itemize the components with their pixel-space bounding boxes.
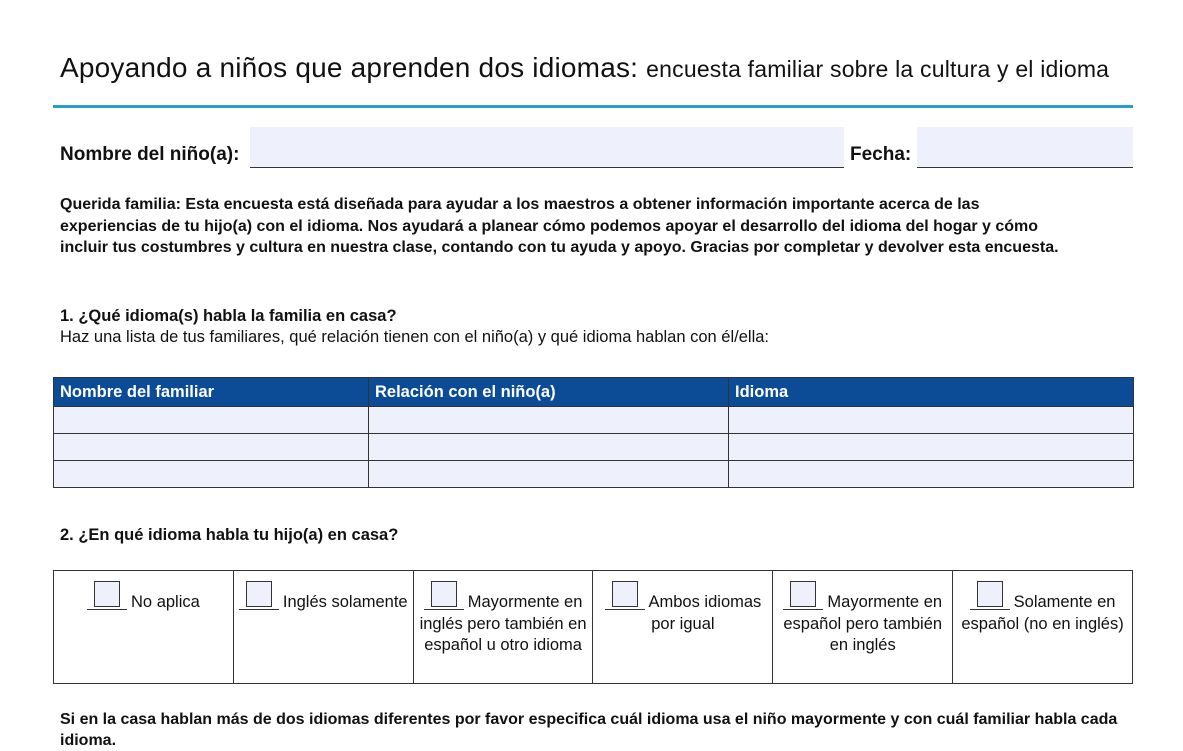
option-label: Ambos idiomas por igual bbox=[648, 593, 762, 633]
option-checkbox[interactable] bbox=[790, 581, 816, 607]
checkbox-line bbox=[970, 587, 1010, 610]
family-name-input[interactable] bbox=[54, 434, 368, 460]
column-header-language: Idioma bbox=[729, 378, 1134, 407]
question-1-title: 1. ¿Qué idioma(s) habla la familia en casa? bbox=[60, 307, 397, 325]
title-main: Apoyando a niños que aprenden dos idiomas: bbox=[60, 52, 639, 83]
checkbox-line bbox=[239, 587, 279, 610]
option-checkbox[interactable] bbox=[612, 581, 638, 607]
table-cell bbox=[54, 434, 369, 461]
table-cell bbox=[729, 461, 1134, 488]
multi-language-note: Si en la casa hablan más de dos idiomas diferentes por favor especifica cuál idioma usa el niño mayormente y con cuál familiar habla cada idioma. bbox=[60, 711, 1118, 749]
option-checkbox[interactable] bbox=[246, 581, 272, 607]
column-header-name: Nombre del familiar bbox=[54, 378, 369, 407]
option-label: Inglés solamente bbox=[282, 593, 408, 611]
table-row bbox=[54, 407, 1134, 434]
question-1-instructions: Haz una lista de tus familiares, qué relación tienen con el niño(a) y qué idioma hablan con él/ella: bbox=[60, 328, 770, 346]
family-name-input[interactable] bbox=[54, 461, 368, 487]
option-mostly-spanish bbox=[773, 571, 953, 683]
title-divider bbox=[53, 105, 1133, 108]
relation-input[interactable] bbox=[369, 461, 728, 487]
option-label: No aplica bbox=[131, 593, 200, 611]
family-name-input[interactable] bbox=[54, 407, 368, 433]
relation-input[interactable] bbox=[369, 407, 728, 433]
language-input[interactable] bbox=[729, 434, 1133, 460]
table-cell bbox=[369, 461, 729, 488]
option-label: Mayormente en español pero también en inglés bbox=[783, 593, 943, 654]
checkbox-line bbox=[424, 587, 464, 610]
option-english-only bbox=[234, 571, 414, 683]
table-header-row bbox=[54, 378, 1134, 407]
checkbox-line bbox=[605, 587, 645, 610]
intro-paragraph: Querida familia: Esta encuesta está diseñada para ayudar a los maestros a obtener información importante acerca de las experiencias de tu hijo(a) con el idioma. Nos ayudará a planear cómo podemos apoyar el desarrollo del idioma del hogar y cómo incluir tus costumbres y cultura en nuestra clase, contando con tu ayuda y apoyo. Gracias por completar y devolver esta encuesta. bbox=[60, 196, 1059, 256]
date-field[interactable] bbox=[917, 127, 1133, 168]
checkbox-line bbox=[783, 587, 823, 610]
language-input[interactable] bbox=[729, 461, 1133, 487]
option-label: Solamente en español (no en inglés) bbox=[961, 593, 1124, 633]
child-name-label: Nombre del niño(a): bbox=[60, 144, 240, 165]
column-header-relation: Relación con el niño(a) bbox=[369, 378, 729, 407]
title-subtitle: encuesta familiar sobre la cultura y el idioma bbox=[646, 56, 1110, 82]
option-checkbox[interactable] bbox=[94, 581, 120, 607]
option-mostly-english bbox=[414, 571, 594, 683]
option-spanish-only bbox=[953, 571, 1132, 683]
relation-input[interactable] bbox=[369, 434, 728, 460]
checkbox-line bbox=[87, 587, 127, 610]
option-not-applicable bbox=[54, 571, 234, 683]
language-input[interactable] bbox=[729, 407, 1133, 433]
language-options-grid bbox=[53, 570, 1133, 684]
option-checkbox[interactable] bbox=[431, 581, 457, 607]
family-members-table bbox=[53, 377, 1134, 488]
table-cell bbox=[369, 434, 729, 461]
table-row bbox=[54, 434, 1134, 461]
table-cell bbox=[54, 461, 369, 488]
option-both-equally bbox=[593, 571, 773, 683]
date-label: Fecha: bbox=[850, 144, 912, 165]
option-checkbox[interactable] bbox=[977, 581, 1003, 607]
table-row bbox=[54, 461, 1134, 488]
option-label: Mayormente en inglés pero también en español u otro idioma bbox=[419, 593, 587, 654]
table-cell bbox=[729, 407, 1134, 434]
question-2-title: 2. ¿En qué idioma habla tu hijo(a) en casa? bbox=[60, 526, 399, 544]
table-cell bbox=[369, 407, 729, 434]
table-cell bbox=[729, 434, 1134, 461]
child-name-field[interactable] bbox=[250, 127, 844, 168]
document-title bbox=[60, 52, 1140, 84]
table-cell bbox=[54, 407, 369, 434]
